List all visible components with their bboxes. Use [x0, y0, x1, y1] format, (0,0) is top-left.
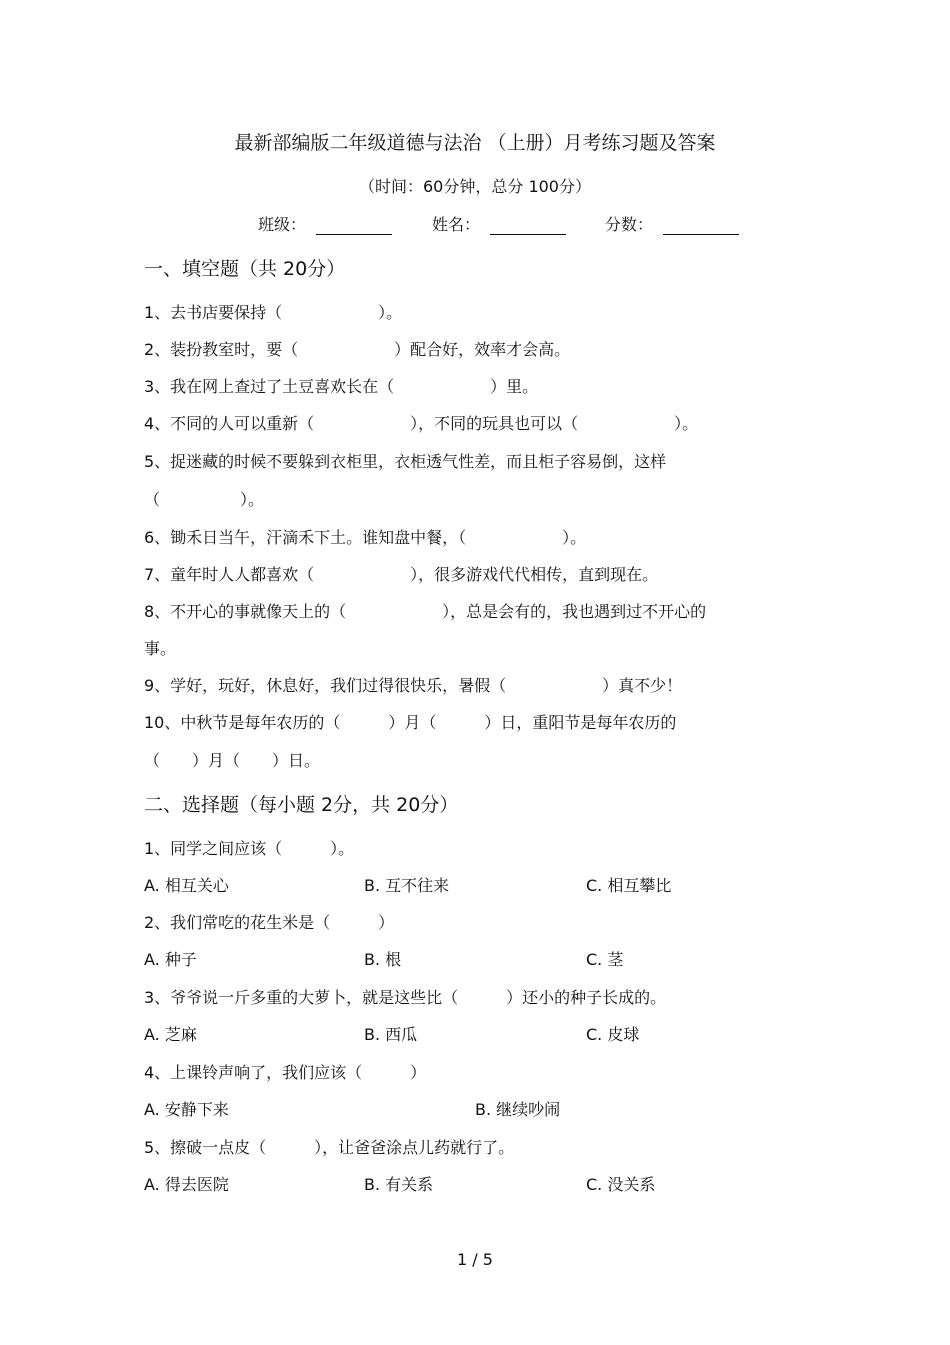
name-blank[interactable]	[490, 214, 566, 235]
fill-question-5: 5、捉迷藏的时候不要躲到衣柜里，衣柜透气性差，而且柜子容易倒，这样	[144, 452, 667, 471]
fill-question-3: 3、我在网上查过了土豆喜欢长在（ ）里。	[144, 377, 539, 396]
class-label: 班级：	[258, 215, 307, 234]
fill-question-7: 7、童年时人人都喜欢（ ），很多游戏代代相传，直到现在。	[144, 565, 659, 584]
choice-1-option-a[interactable]: A. 相互关心	[144, 876, 229, 895]
choice-question-3: 3、爷爷说一斤多重的大萝卜，就是这些比（ ）还小的种子长成的。	[144, 988, 667, 1007]
choice-question-2: 2、我们常吃的花生米是（ ）	[144, 913, 395, 932]
choice-question-5: 5、擦破一点皮（ ），让爸爸涂点儿药就行了。	[144, 1138, 515, 1157]
document-title: 最新部编版二年级道德与法治 （上册）月考练习题及答案	[234, 132, 716, 154]
fill-question-6: 6、锄禾日当午，汗滴禾下土。谁知盘中餐，（ ）。	[144, 528, 587, 547]
fill-question-10-cont: （ ）月（ ）日。	[144, 751, 321, 770]
score-label: 分数：	[605, 215, 654, 234]
section1-heading: 一、填空题（共 20分）	[144, 258, 346, 280]
choice-3-option-a[interactable]: A. 芝麻	[144, 1025, 197, 1044]
choice-question-1: 1、同学之间应该（ ）。	[144, 839, 355, 858]
fill-question-8: 8、不开心的事就像天上的（ ），总是会有的，我也遇到过不开心的	[144, 602, 707, 621]
class-field	[258, 212, 392, 235]
name-label: 姓名：	[432, 215, 481, 234]
fill-question-9: 9、学好，玩好，休息好，我们过得很快乐，暑假（ ）真不少！	[144, 676, 683, 695]
choice-3-option-c[interactable]: C. 皮球	[586, 1025, 640, 1044]
choice-3-option-b[interactable]: B. 西瓜	[364, 1025, 418, 1044]
choice-5-option-c[interactable]: C. 没关系	[586, 1175, 656, 1194]
fill-question-4: 4、不同的人可以重新（ ），不同的玩具也可以（ ）。	[144, 414, 699, 433]
fill-question-2: 2、装扮教室时，要（ ）配合好，效率才会高。	[144, 340, 571, 359]
choice-2-option-c[interactable]: C. 茎	[586, 950, 624, 969]
class-blank[interactable]	[316, 214, 392, 235]
score-field	[605, 212, 739, 235]
section2-heading: 二、选择题（每小题 2分，共 20分）	[144, 794, 459, 816]
exam-info: （时间：60分钟，总分 100分）	[359, 177, 591, 196]
fill-question-1: 1、去书店要保持（ ）。	[144, 303, 403, 322]
choice-4-option-a[interactable]: A. 安静下来	[144, 1100, 229, 1119]
fill-question-8-cont: 事。	[144, 639, 177, 658]
score-blank[interactable]	[663, 214, 739, 235]
choice-2-option-a[interactable]: A. 种子	[144, 950, 197, 969]
choice-4-option-b[interactable]: B. 继续吵闹	[475, 1100, 561, 1119]
choice-5-option-a[interactable]: A. 得去医院	[144, 1175, 229, 1194]
choice-1-option-b[interactable]: B. 互不往来	[364, 876, 450, 895]
choice-question-4: 4、上课铃声响了，我们应该（ ）	[144, 1063, 427, 1082]
fill-question-5-cont: （ ）。	[144, 490, 265, 509]
choice-2-option-b[interactable]: B. 根	[364, 950, 402, 969]
page-number: 1 / 5	[457, 1250, 493, 1269]
choice-1-option-c[interactable]: C. 相互攀比	[586, 876, 672, 895]
choice-5-option-b[interactable]: B. 有关系	[364, 1175, 434, 1194]
name-field	[432, 212, 566, 235]
fill-question-10: 10、中秋节是每年农历的（ ）月（ ）日，重阳节是每年农历的	[144, 713, 677, 732]
